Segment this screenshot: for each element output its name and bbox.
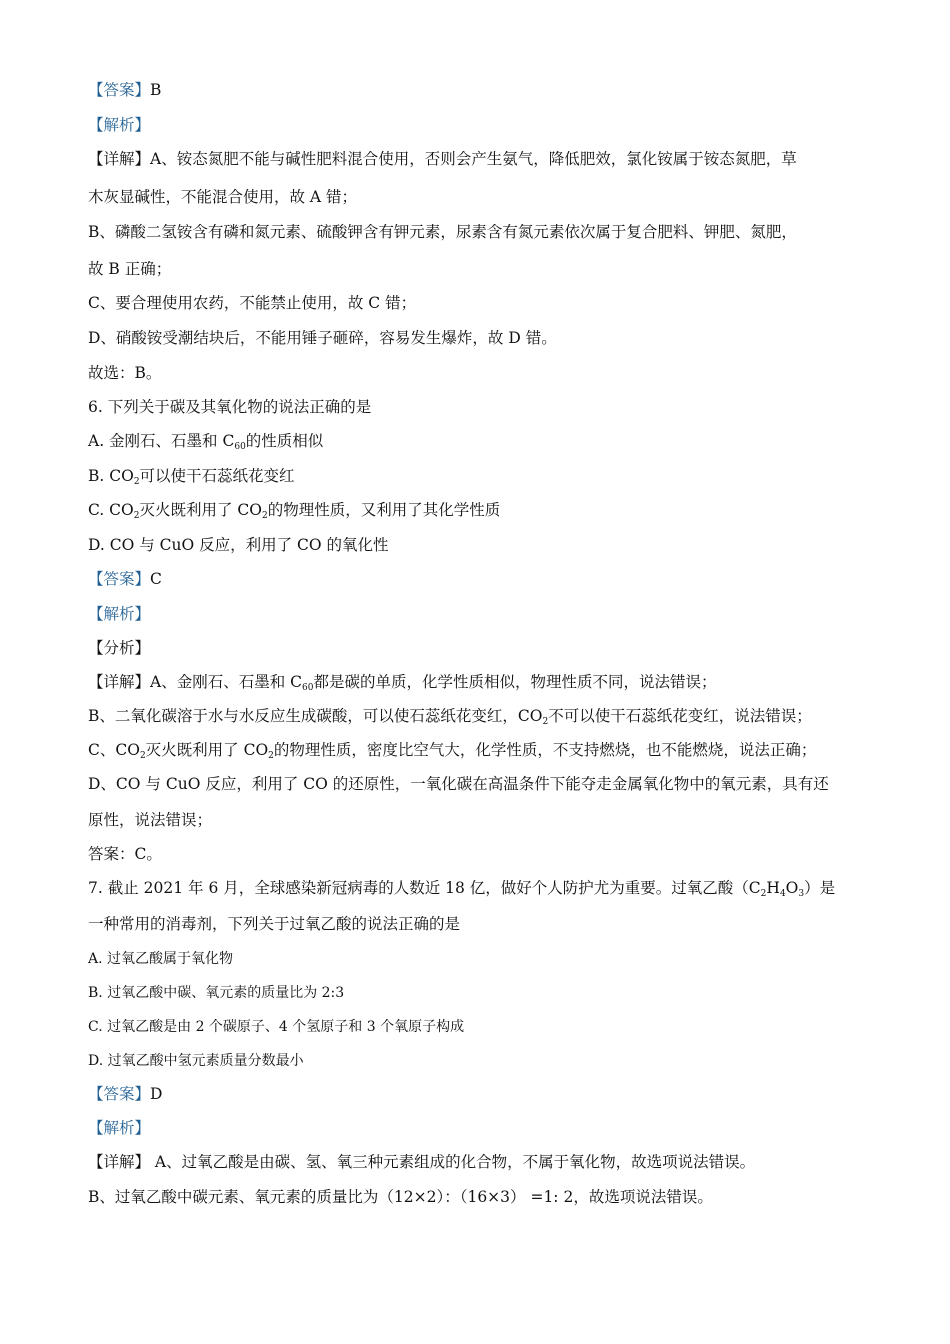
detail-text: 【详解】 A、过氧乙酸是由碳、氢、氧三种元素组成的化合物，不属于氧化物，故选项说法错误。 xyxy=(88,1153,756,1171)
analysis-tag: 【解析】 xyxy=(88,605,151,623)
conclusion-text: 故选：B。 xyxy=(88,364,162,382)
answer-tag: 【答案】 xyxy=(88,570,151,588)
answer-line xyxy=(88,569,162,589)
question-stem: 一种常用的消毒剂，下列关于过氧乙酸的说法正确的是 xyxy=(88,915,461,933)
option-b: B. $CO_2$可以使干石蕊纸花变红 xyxy=(88,467,295,487)
option-c: C. 过氧乙酸是由 2 个碳原子、4 个氢原子和 3 个氧原子构成 xyxy=(88,1019,465,1035)
detail-text: C、$CO_2$灭火既利用了 $CO_2$的物理性质，密度比空气大，化学性质，不支持燃烧，也不能燃烧，说法正确； xyxy=(88,741,817,761)
detail-text: 木灰显碱性，不能混合使用，故 A 错； xyxy=(88,188,358,206)
detail-text: B、过氧乙酸中碳元素、氧元素的质量比为（12×2）：（16×3） =1: 2，故选项说法错误。 xyxy=(88,1188,713,1206)
detail-text: 【详解】A、铵态氮肥不能与碱性肥料混合使用，否则会产生氨气，降低肥效，氯化铵属于铵态氮肥，草 xyxy=(88,150,797,168)
answer-tag: 【答案】 xyxy=(88,81,151,99)
detail-text: D、CO 与 CuO 反应，利用了 CO 的还原性，一氧化碳在高温条件下能夺走金属氧化物中的氧元素，具有还 xyxy=(88,775,829,793)
option-d: D. 过氧乙酸中氢元素质量分数最小 xyxy=(88,1053,304,1069)
detail-text: 原性，说法错误； xyxy=(88,811,213,829)
analysis-tag: 【解析】 xyxy=(88,1119,151,1137)
analysis-tag: 【解析】 xyxy=(88,116,151,134)
detail-text: B、二氧化碳溶于水与水反应生成碳酸，可以使石蕊纸花变红，$CO_2$不可以使干石蕊纸花变红，说法错误； xyxy=(88,707,812,727)
answer-value: B xyxy=(150,81,162,99)
question-stem: 6. 下列关于碳及其氧化物的说法正确的是 xyxy=(88,398,372,416)
detail-text: C、要合理使用农药，不能禁止使用，故 C 错； xyxy=(88,294,417,312)
detail-text: 【详解】A、金刚石、石墨和 $C_{60}$都是碳的单质，化学性质相似，物理性质不同，说法错误； xyxy=(88,673,717,693)
fenxi-tag: 【分析】 xyxy=(88,639,151,657)
question-stem: 7. 截止 2021 年 6 月，全球感染新冠病毒的人数近 18 亿，做好个人防护尤为重要。过氧乙酸$(C_2H_4O_3)$是 xyxy=(88,879,836,899)
detail-text: B、磷酸二氢铵含有磷和氮元素、硫酸钾含有钾元素，尿素含有氮元素依次属于复合肥料、钾肥、氮肥， xyxy=(88,223,797,241)
option-a: A. 过氧乙酸属于氧化物 xyxy=(88,951,234,967)
detail-text: 故 B 正确； xyxy=(88,260,172,278)
option-c: C. $CO_2$灭火既利用了 $CO_2$的物理性质，又利用了其化学性质 xyxy=(88,501,501,521)
detail-text: D、硝酸铵受潮结块后，不能用锤子砸碎，容易发生爆炸，故 D 错。 xyxy=(88,329,557,347)
conclusion-text: 答案：C。 xyxy=(88,845,162,863)
answer-tag: 【答案】 xyxy=(88,1085,151,1103)
answer-line xyxy=(88,1084,162,1104)
answer-value: D xyxy=(150,1085,163,1103)
option-d: D. CO 与 CuO 反应，利用了 CO 的氧化性 xyxy=(88,536,389,554)
option-a: A. 金刚石、石墨和 $C_{60}$的性质相似 xyxy=(88,432,324,452)
option-b: B. 过氧乙酸中碳、氧元素的质量比为 2:3 xyxy=(88,985,345,1001)
answer-value: C xyxy=(150,570,162,588)
answer-line xyxy=(88,80,161,100)
